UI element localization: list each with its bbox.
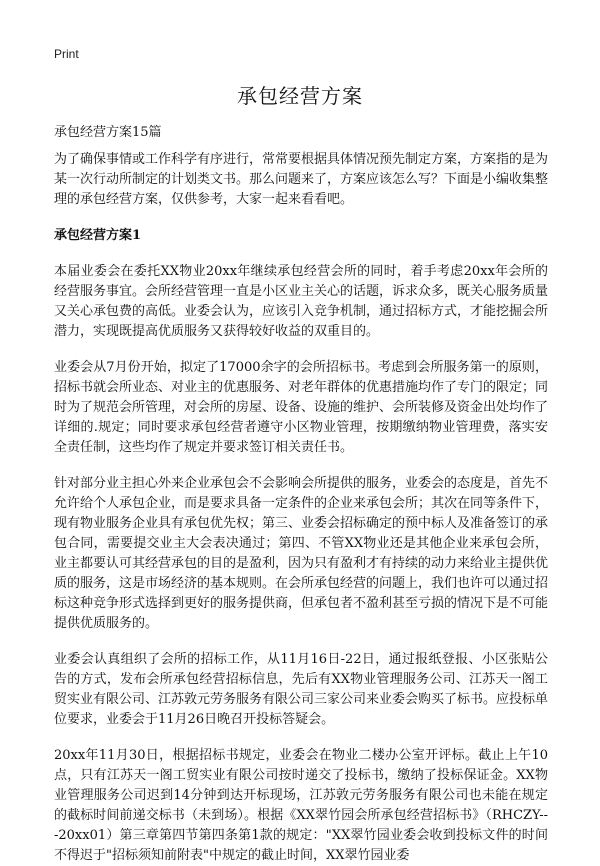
body-paragraph: 20xx年11月30日，根据招标书规定，业委会在物业二楼办公室开评标。截止上午10点，只有江苏天一阁工贸实业有限公司按时递交了投标书，缴纳了投标保证金。XX物业管理服务公司迟到14分钟到达开标现场，江苏敦元劳务服务有限公司也未能在规定的截标时间前递交标书（未到场）。根据《XX翠竹园会所承包经营招标书》（RHCZY---20xx01）第三章第四节第四条第1款的规定："XX翠竹园业委会收到投标文件的时间不得迟于"招标须知前附表"中规定的截止时间，XX翠竹园业委 [54, 748, 548, 863]
body-paragraph: 针对部分业主担心外来企业承包会不会影响会所提供的服务，业委会的态度是，首先不允许给个人承包企业，而是要求具备一定条件的企业来承包会所；其次在同等条件下，现有物业服务企业具有承包优先权；第三、业委会招标确定的预中标人及准备签订的承包合同，需要提交业主大会表决通过；第四、不管XX物业还是其他企业来承包会所，业主都要认可其经营承包的目的是盈利，因为只有盈利才有持续的动力来给业主提供优质的服务，这是市场经济的基本规则。在会所承包经营的问题上，我们也许可以通过招标这种竞争形式选择到更好的服务提供商，但承包者不盈利甚至亏损的情况下是不可能提供优质服务的。 [54, 476, 549, 631]
intro-paragraph: 为了确保事情或工作科学有序进行，常常要根据具体情况预先制定方案，方案指的是为某一次行动所制定的计划类文书。那么问题来了，方案应该怎么写？下面是小编收集整理的承包经营方案，仅供参考，大家一起来看看吧。 [54, 152, 549, 207]
print-link[interactable]: Print [54, 47, 79, 61]
section-heading: 承包经营方案1 [54, 228, 142, 243]
page-title: 承包经营方案 [237, 84, 363, 108]
body-paragraph: 业委会认真组织了会所的招标工作，从11月16日-22日，通过报纸登报、小区张贴公告的方式，发布会所承包经营招标信息，先后有XX物业管理服务公司、江苏天一阁工贸实业有限公司、江苏敦元劳务服务有限公司三家公司来业委会购买了标书。应投标单位要求，业委会于11月26日晚召开投标答疑会。 [54, 652, 549, 727]
body-paragraph: 业委会从7月份开始，拟定了17000余字的会所招标书。考虑到会所服务第一的原则，招标书就会所业态、对业主的优惠服务、对老年群体的优惠措施均作了专门的限定；同时为了规范会所管理，对会所的房屋、设备、设施的维护、会所装修及资金出处均作了详细的.规定；同时要求承包经营者遵守小区物业管理，按期缴纳物业管理费，落实安全责任制，这些均作了规定并要求签订相关责任书。 [54, 360, 549, 455]
article-body [54, 150, 548, 866]
document-subtitle: 承包经营方案15篇 [54, 125, 162, 140]
body-paragraph: 本届业委会在委托XX物业20xx年继续承包经营会所的同时，着手考虑20xx年会所的经营服务事宜。会所经营管理一直是小区业主关心的话题，诉求众多，既关心服务质量又关心承包费的高低。业委会认为，应该引入竞争机制，通过招标方式，才能挖掘会所潜力，实现既提高优质服务又获得较好收益的双重目的。 [54, 264, 549, 339]
